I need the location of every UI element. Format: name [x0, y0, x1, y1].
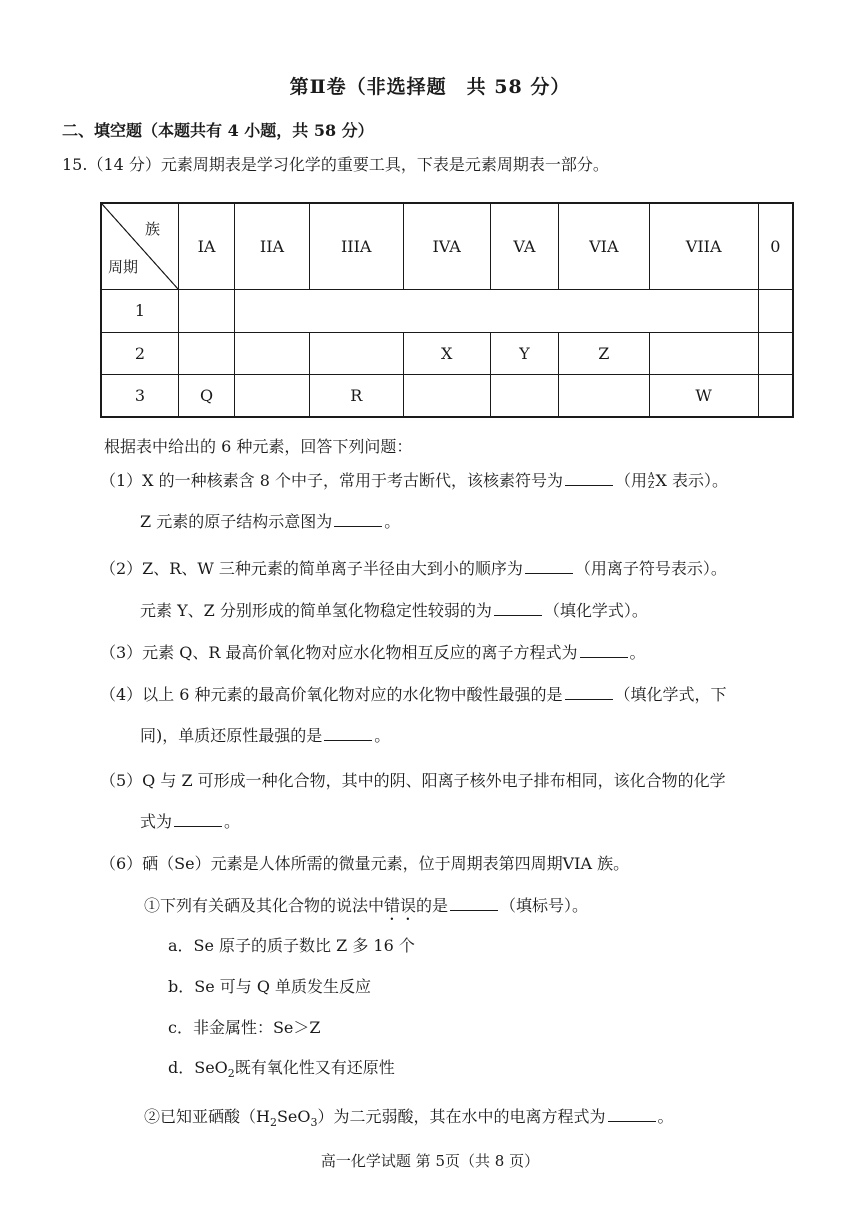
group-header: VIA — [559, 203, 649, 289]
option-d — [168, 1057, 395, 1085]
page-title: 第Ⅱ卷（非选择题 共 58 分） — [289, 76, 571, 98]
option-a: a．Se 原子的质子数比 Z 多 16 个 — [168, 936, 415, 955]
table-cell: Q — [179, 374, 235, 417]
question-3-text: （3）元素 Q、R 最高价氧化物对应水化物相互反应的离子方程式为 — [100, 643, 578, 662]
subscript: 2 — [227, 1067, 235, 1081]
option-b: b．Se 可与 Q 单质发生反应 — [168, 977, 372, 996]
question-1-hint: （用 — [615, 471, 648, 490]
question-3-end: 。 — [629, 643, 646, 662]
table-cell: Y — [490, 332, 558, 374]
question-2-line2-end: （填化学式）。 — [543, 601, 648, 620]
table-cell-merged — [235, 289, 759, 332]
question-4-part-2 — [140, 725, 390, 747]
question-4-line2-text: 同)，单质还原性最强的是 — [140, 726, 323, 745]
subscript: 3 — [310, 1116, 318, 1130]
table-cell: R — [309, 374, 403, 417]
answer-blank — [608, 1106, 656, 1122]
answer-blank — [174, 811, 222, 827]
question-2-text: （2）Z、R、W 三种元素的简单离子半径由大到小的顺序为 — [100, 559, 523, 578]
table-cell: X — [403, 332, 490, 374]
question-6: （6）硒（Se）元素是人体所需的微量元素，位于周期表第四周期VIA 族。 — [100, 854, 630, 873]
question-1-line2-text: Z 元素的原子结构示意图为 — [140, 512, 333, 531]
group-header: VIIA — [649, 203, 758, 289]
answer-blank — [450, 895, 498, 911]
table-cell — [649, 332, 758, 374]
question-5-line2-end: 。 — [224, 812, 241, 831]
answer-blank — [565, 470, 613, 486]
question-6-sub-2-end: 。 — [657, 1107, 674, 1126]
subscript: 2 — [269, 1116, 277, 1130]
question-6-sub-2-text: ②已知亚硒酸（H — [144, 1107, 270, 1126]
group-header: IIA — [235, 203, 310, 289]
question-1-part-2 — [140, 511, 400, 533]
table-corner-cell — [101, 203, 179, 289]
group-header: IVA — [403, 203, 490, 289]
question-1-hint-end: X 表示）。 — [655, 471, 729, 490]
period-label: 2 — [101, 332, 179, 374]
question-4-hint: （填化学式，下 — [614, 685, 727, 704]
question-5: （5）Q 与 Z 可形成一种化合物，其中的阴、阳离子核外电子排布相同，该化合物的化学 — [100, 771, 726, 790]
question-6-sub-1-hint: （填标号）。 — [500, 896, 589, 915]
question-15-intro: 15.（14 分）元素周期表是学习化学的重要工具，下表是元素周期表一部分。 — [62, 155, 609, 174]
question-6-sub-2-text-2: ）为二元弱酸，其在水中的电离方程式为 — [317, 1107, 606, 1126]
question-6-sub-1-text-2: 的是 — [416, 896, 449, 915]
answer-blank — [324, 725, 372, 741]
table-row — [101, 332, 793, 374]
question-1 — [100, 470, 728, 492]
answer-blank — [334, 511, 382, 527]
question-2-hint: （用离子符号表示）。 — [574, 559, 727, 578]
answer-blank — [580, 642, 628, 658]
group-header: IIIA — [309, 203, 403, 289]
answer-blank — [525, 558, 573, 574]
question-4-text: （4）以上 6 种元素的最高价氧化物对应的水化物中酸性最强的是 — [100, 685, 563, 704]
period-label: 1 — [101, 289, 179, 332]
question-1-text: （1）X 的一种核素含 8 个中子，常用于考古断代，该核素符号为 — [100, 471, 564, 490]
group-header: VA — [490, 203, 558, 289]
question-6-sub-1 — [144, 895, 588, 924]
table-row — [101, 289, 793, 332]
question-1-line2-end: 。 — [384, 512, 401, 531]
table-cell — [403, 374, 490, 417]
table-cell — [235, 332, 310, 374]
table-cell — [758, 289, 793, 332]
question-5-line2-text: 式为 — [140, 812, 173, 831]
option-d-text: 既有氧化性又有还原性 — [234, 1058, 395, 1077]
period-header-label: 周期 — [108, 257, 139, 276]
group-header: 0 — [758, 203, 793, 289]
question-2 — [100, 558, 727, 580]
question-2-line2-text: 元素 Y、Z 分别形成的简单氢化物稳定性较弱的为 — [140, 601, 492, 620]
periodic-table — [100, 202, 794, 418]
question-6-sub-2 — [144, 1106, 674, 1134]
period-label: 3 — [101, 374, 179, 417]
mass-number-label: A — [648, 471, 655, 482]
table-cell — [179, 332, 235, 374]
table-cell — [235, 374, 310, 417]
question-2-part-2 — [140, 600, 648, 622]
table-cell: W — [649, 374, 758, 417]
answer-blank — [494, 600, 542, 616]
lead-text: 根据表中给出的 6 种元素，回答下列问题： — [104, 437, 413, 456]
group-header: IA — [179, 203, 235, 289]
option-d-formula: d．SeO — [168, 1058, 228, 1077]
answer-blank — [565, 684, 613, 700]
question-5-part-2 — [140, 811, 240, 833]
table-cell — [758, 332, 793, 374]
table-cell — [559, 374, 649, 417]
table-cell — [490, 374, 558, 417]
table-cell — [758, 374, 793, 417]
question-4-line2-end: 。 — [374, 726, 391, 745]
question-4 — [100, 684, 727, 706]
option-c: c．非金属性：Se＞Z — [168, 1018, 321, 1037]
table-cell: Z — [559, 332, 649, 374]
formula-part: SeO — [276, 1107, 311, 1126]
section-title: 二、填空题（本题共有 4 小题，共 58 分） — [62, 121, 374, 140]
table-cell — [179, 289, 235, 332]
group-header-label: 族 — [144, 220, 160, 238]
question-6-sub-1-text: ①下列有关硒及其化合物的说法中 — [144, 896, 385, 915]
table-cell — [309, 332, 403, 374]
emphasized-word: 错误 — [384, 896, 417, 915]
atomic-number-label: Z — [648, 480, 655, 491]
table-row — [101, 374, 793, 417]
nuclide-notation — [648, 473, 655, 491]
question-3 — [100, 642, 646, 664]
page-footer: 高一化学试题 第 5页（共 8 页） — [320, 1152, 540, 1170]
